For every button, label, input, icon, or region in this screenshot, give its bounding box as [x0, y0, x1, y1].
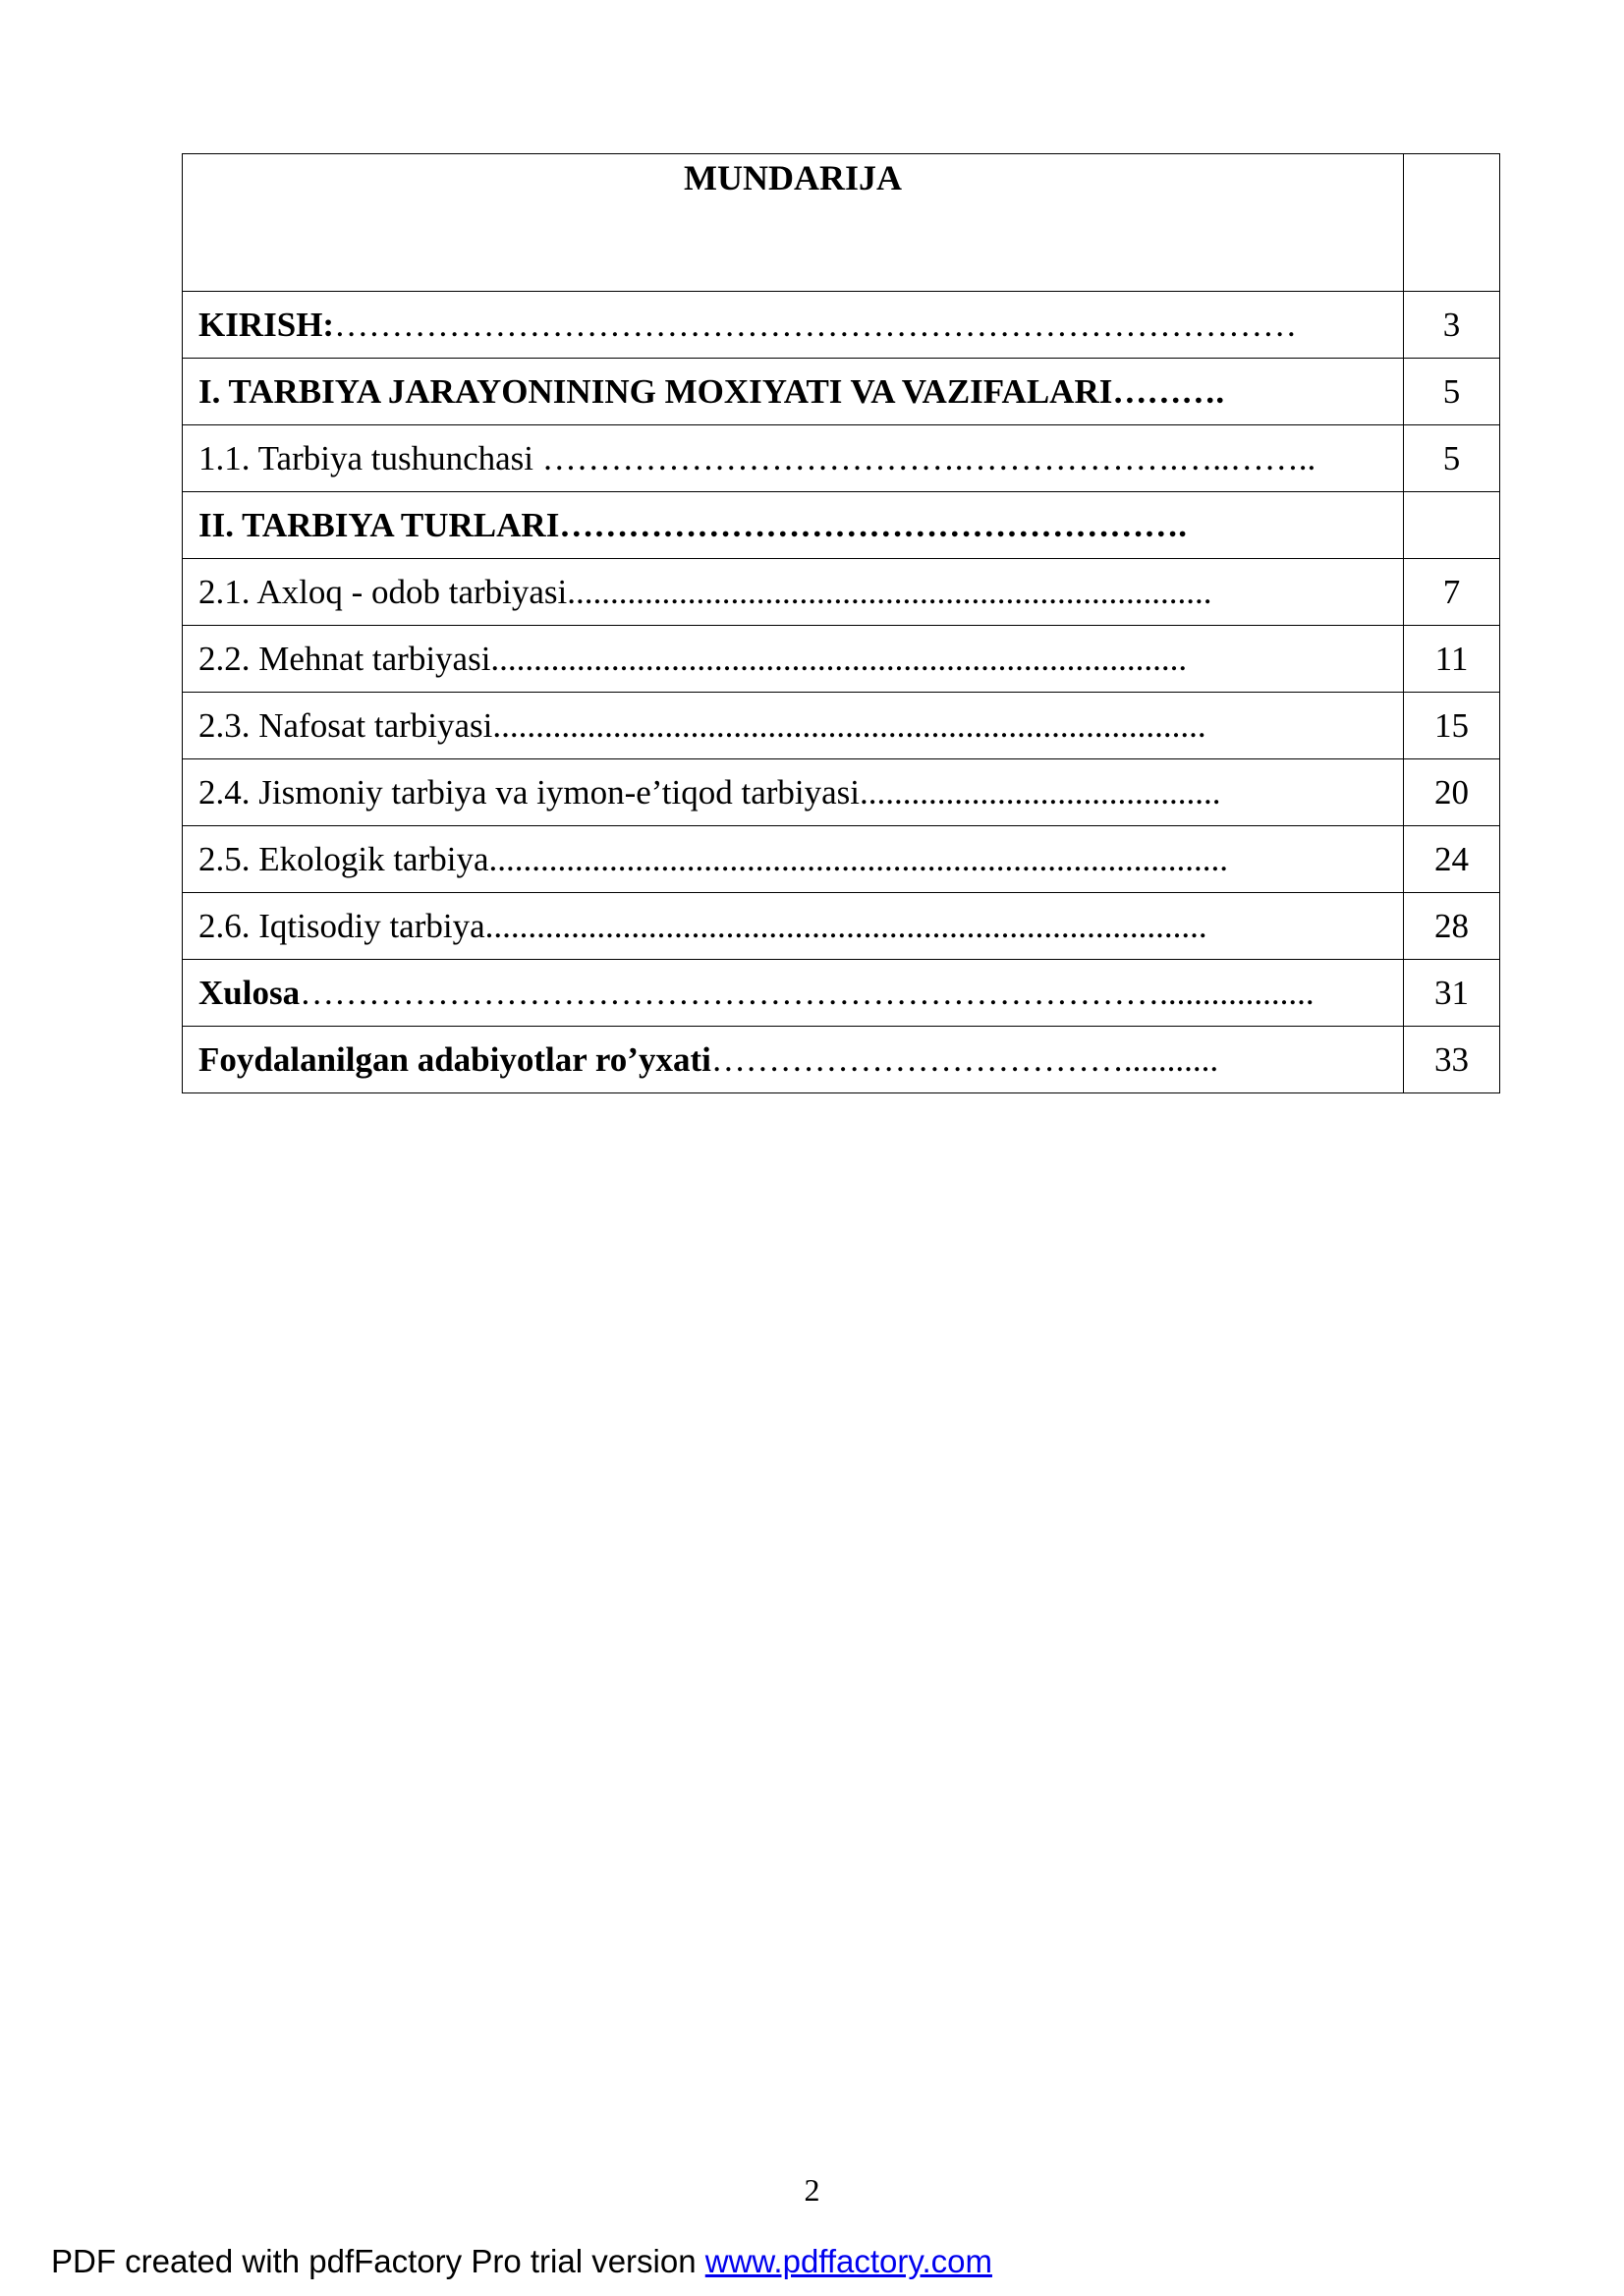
toc-entry-title: 1.1. Tarbiya tushunchasi ……………………………….……………….…..…….. [183, 425, 1404, 492]
toc-row [183, 292, 1500, 359]
toc-entry-title: 2.5. Ekologik tarbiya...................................................................................... [183, 826, 1404, 893]
footer-text: PDF created with pdfFactory Pro trial version [51, 2243, 705, 2279]
toc-entry-page: 3 [1404, 292, 1500, 359]
toc-entry-page: 33 [1404, 1027, 1500, 1093]
toc-row [183, 826, 1500, 893]
toc-entry-title: 2.6. Iqtisodiy tarbiya.................................................................................... [183, 893, 1404, 960]
toc-heading-row [183, 154, 1500, 292]
toc-row [183, 759, 1500, 826]
toc-row [183, 960, 1500, 1027]
toc-row [183, 425, 1500, 492]
toc-entry-title: KIRISH:………………………………………………………………………… [183, 292, 1404, 359]
toc-entry-page: 20 [1404, 759, 1500, 826]
footer-link[interactable]: www.pdffactory.com [704, 2243, 992, 2279]
toc-entry-title: I. TARBIYA JARAYONINING MOXIYATI VA VAZIFALARI………. [183, 359, 1404, 425]
toc-entry-page: 31 [1404, 960, 1500, 1027]
toc-entry-page: 28 [1404, 893, 1500, 960]
table-of-contents [182, 153, 1500, 1093]
toc-entry-title: 2.4. Jismoniy tarbiya va iymon-e’tiqod tarbiyasi.......................................... [183, 759, 1404, 826]
toc-entry-title: Xulosa………………………………………………………………….................. [183, 960, 1404, 1027]
pdf-footer [51, 2243, 992, 2280]
toc-row [183, 1027, 1500, 1093]
toc-heading: MUNDARIJA [183, 154, 1404, 292]
toc-entry-title: II. TARBIYA TURLARI………………………………………………. [183, 492, 1404, 559]
toc-row [183, 559, 1500, 626]
toc-row [183, 492, 1500, 559]
toc-heading-page-cell [1404, 154, 1500, 292]
toc-entry-page: 11 [1404, 626, 1500, 693]
toc-row [183, 893, 1500, 960]
toc-entry-title: 2.2. Mehnat tarbiyasi................................................................................. [183, 626, 1404, 693]
toc-entry-title: 2.1. Axloq - odob tarbiyasi........................................................................... [183, 559, 1404, 626]
page-number: 2 [804, 2172, 820, 2208]
toc-entry-page: 5 [1404, 359, 1500, 425]
toc-row [183, 693, 1500, 759]
toc-row [183, 626, 1500, 693]
toc-entry-page: 7 [1404, 559, 1500, 626]
toc-row [183, 359, 1500, 425]
toc-entry-page [1404, 492, 1500, 559]
toc-entry-page: 15 [1404, 693, 1500, 759]
toc-entry-page: 5 [1404, 425, 1500, 492]
toc-entry-title: 2.3. Nafosat tarbiyasi................................................................................... [183, 693, 1404, 759]
toc-entry-page: 24 [1404, 826, 1500, 893]
toc-entry-title: Foydalanilgan adabiyotlar ro’yxati………………………………........... [183, 1027, 1404, 1093]
